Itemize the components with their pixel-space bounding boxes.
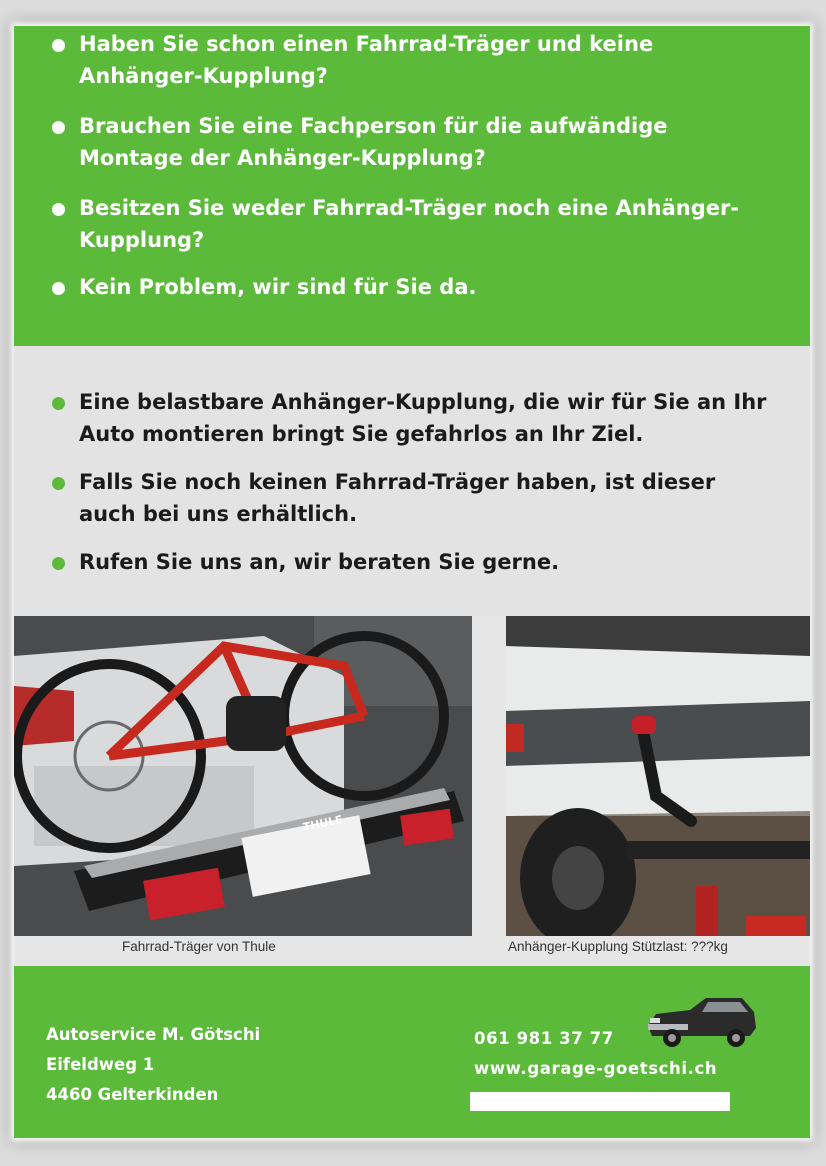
gray-answer-panel — [14, 346, 810, 616]
list-item — [52, 110, 772, 174]
tow-bar-photo — [506, 616, 810, 936]
bike-carrier-illustration — [14, 616, 472, 936]
classic-car-icon — [642, 988, 758, 1052]
company-name: Autoservice M. Götschi — [46, 1025, 261, 1044]
bullet-text: Eine belastbare Anhänger-Kupplung, die wir für Sie an Ihr Auto montieren bringt Sie gefahrlos an Ihr Ziel. — [79, 390, 767, 446]
bullet-dot-icon — [52, 282, 65, 295]
bullet-text: Rufen Sie uns an, wir beraten Sie gerne. — [79, 550, 560, 574]
bullet-text: Haben Sie schon einen Fahrrad-Träger und keine Anhänger-Kupplung? — [79, 32, 654, 88]
bullet-text: Kein Problem, wir sind für Sie da. — [79, 275, 477, 299]
bullet-dot-icon — [52, 557, 65, 570]
flyer-page — [14, 26, 810, 1138]
bullet-text: Brauchen Sie eine Fachperson für die aufwändige Montage der Anhänger-Kupplung? — [79, 114, 668, 170]
tow-bar-illustration — [506, 616, 810, 936]
list-item — [52, 192, 772, 256]
bike-carrier-caption: Fahrrad-Träger von Thule — [122, 939, 276, 954]
bullet-dot-icon — [52, 397, 65, 410]
bullet-text: Besitzen Sie weder Fahrrad-Träger noch eine Anhänger-Kupplung? — [79, 196, 740, 252]
bullet-dot-icon — [52, 39, 65, 52]
phone-number[interactable]: 061 981 37 77 — [474, 1029, 614, 1048]
street-address: Eifeldweg 1 — [46, 1055, 155, 1074]
bullet-text: Falls Sie noch keinen Fahrrad-Träger haben, ist dieser auch bei uns erhältlich. — [79, 470, 716, 526]
list-item — [52, 28, 772, 92]
bike-carrier-photo — [14, 616, 472, 936]
bullet-dot-icon — [52, 477, 65, 490]
list-item — [52, 546, 772, 578]
list-item — [52, 271, 772, 303]
tow-bar-caption: Anhänger-Kupplung Stützlast: ???kg — [508, 939, 728, 954]
bullet-dot-icon — [52, 121, 65, 134]
carrier-brand-label: THULE — [301, 812, 344, 834]
redaction-bar — [470, 1092, 730, 1111]
green-question-panel — [14, 26, 810, 346]
list-item — [52, 386, 772, 450]
list-item — [52, 466, 772, 530]
bullet-dot-icon — [52, 203, 65, 216]
website-link[interactable]: www.garage-goetschi.ch — [474, 1059, 718, 1078]
city-address: 4460 Gelterkinden — [46, 1085, 219, 1104]
